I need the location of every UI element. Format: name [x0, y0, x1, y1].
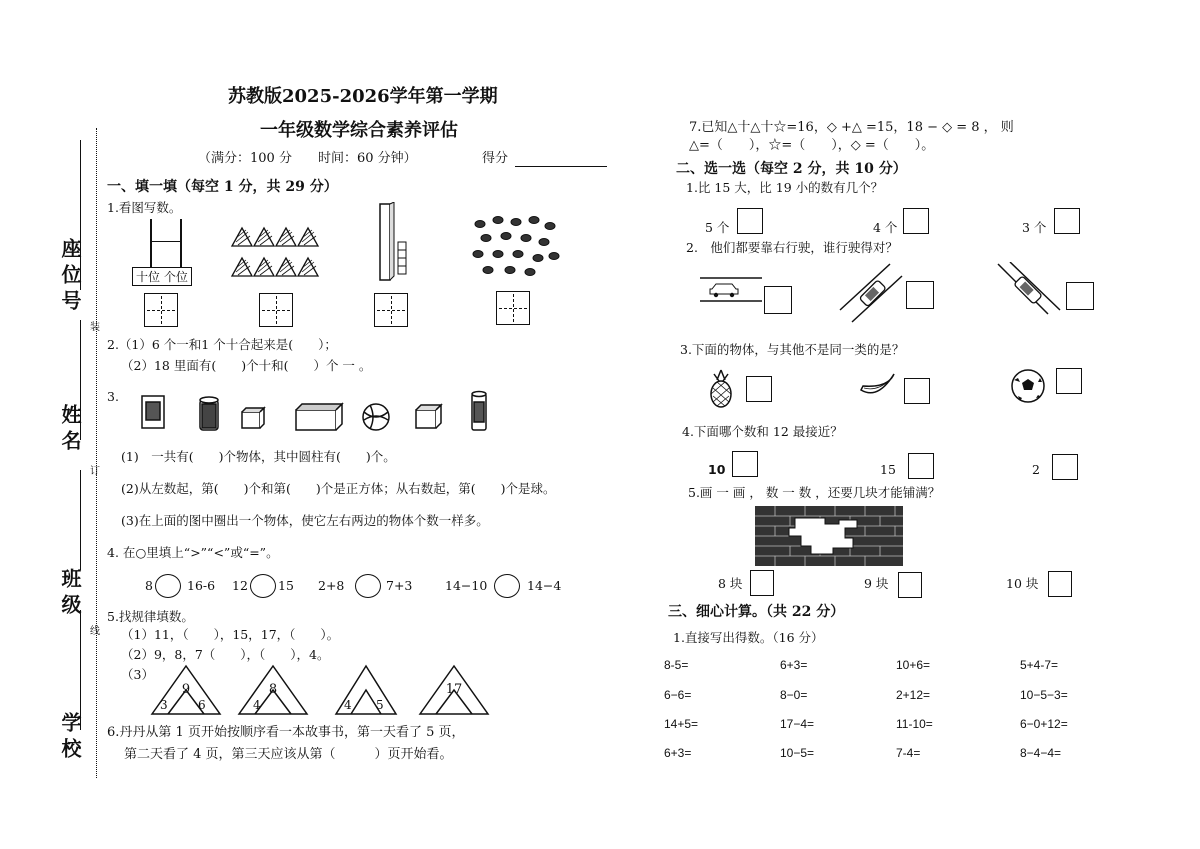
seat-number-label: 座位号	[58, 238, 82, 316]
q4-right-2: 15	[278, 578, 294, 593]
full-score: （满分：100 分	[198, 151, 292, 166]
class-label: 班级	[58, 568, 82, 620]
exam-title: 苏教版2025-2026学年第一学期	[228, 86, 498, 107]
binding-dotted-line	[96, 128, 97, 778]
q4-text: 4. 在○里填上“>”“<”或“=”。	[107, 545, 279, 560]
leaves-picture	[228, 222, 324, 282]
q4-left-3: 2+8	[318, 578, 345, 593]
s2q5-opt-2: 9 块	[864, 576, 889, 591]
section1-heading: 一、填一填（每空 1 分，共 29 分）	[107, 179, 338, 195]
s2q3-box-1[interactable]	[746, 376, 772, 402]
banana-picture	[858, 370, 898, 400]
q7a-text: 7.已知△十△十☆=16，◇ +△ =15，18 − ◇ = 8 ， 则	[689, 120, 1014, 135]
q2b-text: （2）18 里面有( )个十和( ）个 一 。	[121, 358, 372, 373]
calc-item: 2+12=	[896, 688, 931, 702]
q6b-text: 第二天看了 4 页，第三天应该从第（ ）页开始看。	[124, 747, 453, 762]
q4-circle-3[interactable]	[355, 574, 381, 598]
school-label: 学校	[58, 712, 82, 764]
q4-right-4: 14−4	[527, 578, 562, 593]
calc-item: 6−6=	[664, 688, 692, 702]
abacus-picture	[130, 215, 200, 285]
answer-box-candies[interactable]	[496, 291, 530, 325]
s2q4-text: 4.下面哪个数和 12 最接近？	[682, 424, 843, 439]
calc-item: 17−4=	[780, 717, 815, 731]
q3-objects-picture	[138, 390, 498, 436]
calc-item: 5+4-7=	[1020, 658, 1059, 672]
score-label: 得分	[482, 151, 509, 166]
s2q4-opt-1: 10	[708, 462, 726, 477]
q4-right-1: 16-6	[187, 578, 216, 593]
calc-item: 6−0+12=	[1020, 717, 1068, 731]
q5-2-text: （2）9，8，7（ ），（ ），4。	[121, 647, 330, 662]
exam-time: 时间：60 分钟）	[318, 151, 417, 166]
q4-left-2: 12	[232, 578, 248, 593]
s2q2-box-1[interactable]	[764, 286, 792, 314]
soccer-ball-picture	[1010, 368, 1046, 404]
pineapple-picture	[706, 368, 736, 408]
s2q1-box-1[interactable]	[737, 208, 763, 234]
s2q4-box-2[interactable]	[908, 453, 934, 479]
s2q5-opt-1: 8 块	[718, 576, 743, 591]
road-diagonal-picture	[838, 262, 904, 324]
calc-item: 6+3=	[664, 746, 692, 760]
s2q2-text: 2. 他们都要靠右行驶，谁行驶得对？	[686, 240, 898, 255]
score-blank[interactable]	[515, 166, 607, 167]
s2q1-box-2[interactable]	[903, 208, 929, 234]
class-underline	[80, 470, 81, 570]
calc-item: 10−5=	[780, 746, 815, 760]
q4-circle-2[interactable]	[250, 574, 276, 598]
q6a-text: 6.丹丹从第 1 页开始按顺序看一本故事书，第一天看了 5 页，	[107, 725, 465, 740]
q1-text: 1.看图写数。	[107, 200, 182, 215]
calc-item: 8-5=	[664, 658, 689, 672]
q5-1-text: （1）11，（ ），15，17，（ ）。	[121, 627, 340, 642]
s2q4-opt-2: 15	[880, 462, 896, 477]
s2q3-box-3[interactable]	[1056, 368, 1082, 394]
s2q1-opt-3: 3 个	[1022, 220, 1047, 235]
calc-item: 8−4−4=	[1020, 746, 1062, 760]
binding-ding: 订	[90, 466, 100, 477]
abacus-base-label: 十位 个位	[132, 267, 192, 286]
binding-xian: 线	[90, 626, 100, 637]
answer-box-rod[interactable]	[374, 293, 408, 327]
q5-3-text: （3）	[121, 667, 154, 682]
s2q5-box-1[interactable]	[750, 570, 774, 596]
q7b-text: △=（ ），☆=（ ），◇ =（ ）。	[689, 138, 935, 153]
q2a-text: 2.（1）6 个一和1 个十合起来是( ）；	[107, 337, 337, 352]
s2q5-opt-3: 10 块	[1006, 576, 1039, 591]
tens-rod-picture	[376, 202, 416, 284]
binding-zhuang: 装	[90, 322, 100, 333]
brick-wall-picture	[755, 506, 903, 566]
s2q3-box-2[interactable]	[904, 378, 930, 404]
road-straight-picture	[700, 275, 762, 305]
calc-item: 14+5=	[664, 717, 699, 731]
s3q1-text: 1.直接写出得数。（16 分）	[673, 630, 824, 645]
q3-text: 3.	[107, 389, 119, 404]
number-triangle-1: 9 3 6	[150, 664, 222, 716]
s2q4-box-1[interactable]	[732, 451, 758, 477]
s2q5-box-2[interactable]	[898, 572, 922, 598]
q5-text: 5.找规律填数。	[107, 609, 194, 624]
s2q2-box-2[interactable]	[906, 281, 934, 309]
candies-picture	[470, 214, 560, 278]
number-triangle-2: 8 4	[237, 664, 309, 716]
calc-item: 7-4=	[896, 746, 921, 760]
q3-1-text: (1) 一共有( )个物体，其中圆柱有( )个。	[121, 449, 396, 464]
section2-heading: 二、选一选（每空 2 分，共 10 分）	[676, 161, 907, 177]
section3-heading: 三、细心计算。（共 22 分）	[668, 604, 845, 620]
calc-item: 10+6=	[896, 658, 931, 672]
calc-item: 6+3=	[780, 658, 808, 672]
q3-2-text: (2)从左数起，第( )个和第( )个是正方体；从右数起，第( )个是球。	[121, 481, 556, 496]
q3-3-text: (3)在上面的图中圈出一个物体，使它左右两边的物体个数一样多。	[121, 513, 489, 528]
number-triangle-4: 17	[418, 664, 490, 716]
s2q3-text: 3.下面的物体，与其他不是同一类的是？	[680, 342, 905, 357]
calc-item: 10−5−3=	[1020, 688, 1068, 702]
q4-left-1: 8	[145, 578, 153, 593]
name-label: 姓名	[58, 404, 82, 456]
s2q1-opt-1: 5 个	[705, 220, 730, 235]
answer-box-abacus[interactable]	[144, 293, 178, 327]
exam-subtitle: 一年级数学综合素养评估	[260, 120, 458, 141]
s2q5-box-3[interactable]	[1048, 571, 1072, 597]
calc-item: 11-10=	[896, 717, 933, 731]
q4-circle-1[interactable]	[155, 574, 181, 598]
calc-item: 8−0=	[780, 688, 808, 702]
road-diagonal-2-picture	[996, 262, 1062, 324]
s2q1-text: 1.比 15 大，比 19 小的数有几个？	[686, 180, 884, 195]
q4-right-3: 7+3	[386, 578, 413, 593]
s2q1-box-3[interactable]	[1054, 208, 1080, 234]
s2q2-box-3[interactable]	[1066, 282, 1094, 310]
answer-box-leaves[interactable]	[259, 293, 293, 327]
number-triangle-3: 4 5	[334, 664, 398, 716]
s2q1-opt-2: 4 个	[873, 220, 898, 235]
q4-circle-4[interactable]	[494, 574, 520, 598]
s2q4-opt-3: 2	[1032, 462, 1040, 477]
s2q5-text: 5.画 一 画 ， 数 一 数 ，还要几块才能铺满？	[688, 485, 941, 500]
s2q4-box-3[interactable]	[1052, 454, 1078, 480]
q4-left-4: 14−10	[445, 578, 488, 593]
